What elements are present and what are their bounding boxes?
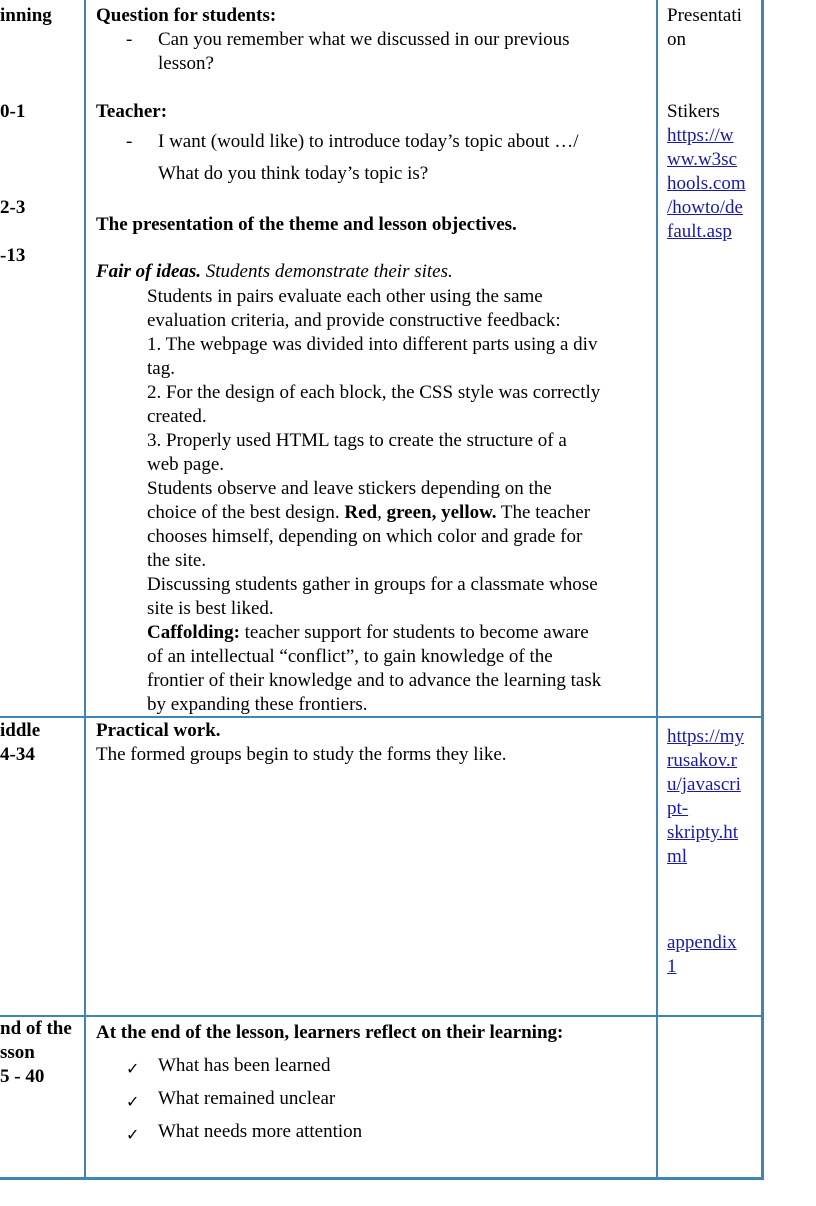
para-line: created. bbox=[147, 406, 207, 427]
para-line: Students in pairs evaluate each other using the same bbox=[147, 286, 543, 307]
teacher-dash: - bbox=[126, 131, 133, 152]
reflection-item: What remained unclear bbox=[158, 1088, 336, 1109]
row-divider-2 bbox=[0, 1015, 764, 1017]
stage-middle: iddle 4-34 bbox=[0, 720, 41, 765]
time-middle: 4-34 bbox=[0, 744, 35, 765]
para-line: chooses himself, depending on which color and grade for bbox=[147, 526, 583, 547]
para-line: 2. For the design of each block, the CSS style was correctly bbox=[147, 382, 601, 403]
para-line: evaluation criteria, and provide constructive feedback: bbox=[147, 310, 561, 331]
table-right-border bbox=[761, 0, 764, 1180]
resource-stickers: Stikers bbox=[667, 101, 720, 122]
choice-line: choice of the best design. Red, green, yellow. The teacher bbox=[147, 502, 591, 523]
practical-heading: Practical work. bbox=[96, 720, 221, 741]
middle-content bbox=[96, 719, 652, 767]
teacher-text-1: I want (would like) to introduce today’s topic about …/ bbox=[158, 131, 579, 152]
para-line: by expanding these frontiers. bbox=[147, 694, 368, 715]
beginning-content bbox=[96, 4, 652, 714]
column-divider-1 bbox=[84, 0, 86, 1180]
para-line: of an intellectual “conflict”, to gain knowledge of the bbox=[147, 646, 553, 667]
teacher-text-2: What do you think today’s topic is? bbox=[158, 163, 429, 184]
practical-text: The formed groups begin to study the forms they like. bbox=[96, 744, 507, 765]
question-dash: - bbox=[126, 29, 133, 50]
caffolding-line: Caffolding: teacher support for students to become aware bbox=[147, 622, 589, 643]
fair-title: Fair of ideas. bbox=[96, 261, 202, 282]
resource-presentation: Presentati on bbox=[667, 5, 742, 50]
check-icon: ✓ bbox=[126, 1059, 140, 1078]
para-line: web page. bbox=[147, 454, 225, 475]
reflection-heading: At the end of the lesson, learners reflect on their learning: bbox=[96, 1022, 564, 1043]
column-divider-2 bbox=[656, 0, 658, 1180]
reflection-item: What needs more attention bbox=[158, 1121, 363, 1142]
middle-resources bbox=[667, 725, 761, 979]
para-line: frontier of their knowledge and to advance the learning task bbox=[147, 670, 602, 691]
question-heading: Question for students: bbox=[96, 5, 277, 26]
para-line: site is best liked. bbox=[147, 598, 274, 619]
time-beginning-3: -13 bbox=[0, 245, 26, 266]
question-text-2: lesson? bbox=[158, 53, 214, 74]
stage-end: nd of the sson 5 - 40 bbox=[0, 1018, 72, 1087]
time-beginning-2: 2-3 bbox=[0, 197, 26, 218]
stage-beginning: inning bbox=[0, 5, 52, 26]
check-icon: ✓ bbox=[126, 1125, 140, 1144]
para-line: tag. bbox=[147, 358, 175, 379]
appendix-link[interactable]: appendix 1 bbox=[667, 932, 737, 977]
para-line: 1. The webpage was divided into different parts using a div bbox=[147, 334, 598, 355]
row-divider-1 bbox=[0, 716, 764, 718]
para-line: the site. bbox=[147, 550, 207, 571]
table-bottom-border bbox=[0, 1177, 764, 1180]
check-icon: ✓ bbox=[126, 1092, 140, 1111]
theme-heading: The presentation of the theme and lesson objectives. bbox=[96, 214, 517, 235]
para-line: Students observe and leave stickers depending on the bbox=[147, 478, 552, 499]
reflection-item: What has been learned bbox=[158, 1055, 331, 1076]
teacher-heading: Teacher: bbox=[96, 101, 168, 122]
question-text-1: Can you remember what we discussed in our previous bbox=[158, 29, 570, 50]
w3schools-link[interactable]: https://w ww.w3sc hools.com /howto/de fault.asp bbox=[667, 125, 746, 242]
fair-subtitle: Students demonstrate their sites. bbox=[201, 261, 453, 282]
fair-of-ideas-line bbox=[96, 260, 453, 284]
para-line: 3. Properly used HTML tags to create the structure of a bbox=[147, 430, 567, 451]
time-beginning-1: 0-1 bbox=[0, 101, 26, 122]
myrusakov-link[interactable]: https://my rusakov.r u/javascri pt- skripty.ht ml bbox=[667, 726, 745, 867]
time-end: 5 - 40 bbox=[0, 1066, 45, 1087]
para-line: Discussing students gather in groups for a classmate whose bbox=[147, 574, 598, 595]
beginning-resources bbox=[667, 4, 761, 244]
end-content bbox=[96, 1021, 652, 1171]
